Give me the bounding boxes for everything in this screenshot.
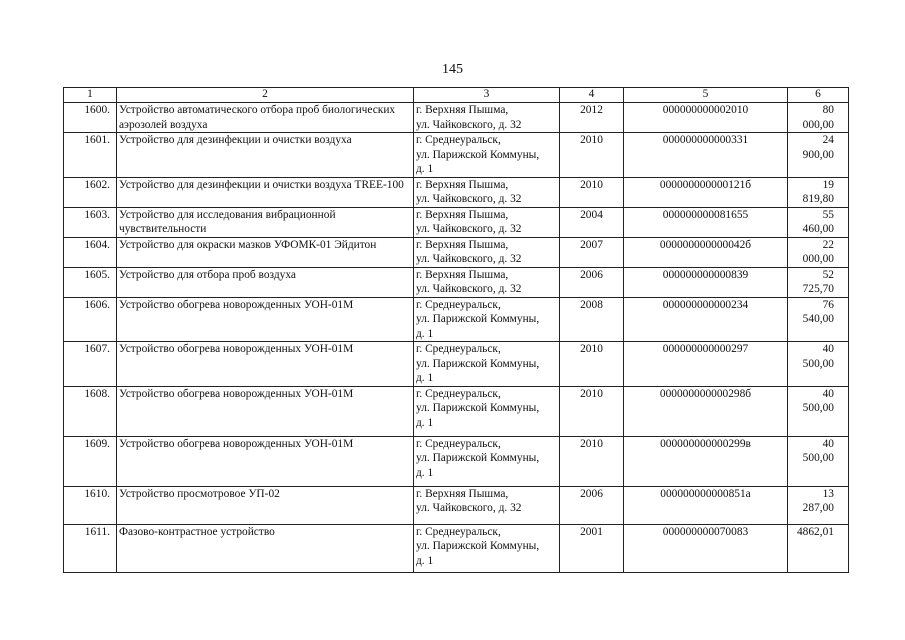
inventory-number: 000000000081655 <box>624 207 788 237</box>
item-cost: 40 500,00 <box>788 436 849 486</box>
item-cost: 40 500,00 <box>788 386 849 436</box>
item-address <box>414 297 560 342</box>
item-year: 2006 <box>560 486 624 524</box>
row-number: 1601. <box>64 133 117 178</box>
address-line: г. Среднеуральск, <box>416 134 501 146</box>
item-cost: 24 900,00 <box>788 133 849 178</box>
item-name: Устройство автоматического отбора проб биологических аэрозолей воздуха <box>117 103 414 133</box>
item-cost: 52 725,70 <box>788 267 849 297</box>
column-header-1: 1 <box>64 88 117 103</box>
item-cost: 40 500,00 <box>788 342 849 387</box>
inventory-number: 000000000070083 <box>624 524 788 572</box>
asset-registry-table <box>63 87 849 573</box>
inventory-number: 000000000000042б <box>624 237 788 267</box>
row-number: 1602. <box>64 177 117 207</box>
inventory-number: 000000000000299в <box>624 436 788 486</box>
item-name: Устройство просмотровое УП-02 <box>117 486 414 524</box>
address-line: д. 1 <box>416 372 434 384</box>
table-row <box>64 133 849 178</box>
table-row <box>64 486 849 524</box>
table-row <box>64 297 849 342</box>
row-number: 1607. <box>64 342 117 387</box>
item-name: Устройство для окраски мазков УФОМК-01 Эйдитон <box>117 237 414 267</box>
column-header-3: 3 <box>414 88 560 103</box>
table-body <box>64 103 849 573</box>
address-line: ул. Парижской Коммуны, <box>416 540 540 552</box>
header-row <box>64 88 849 103</box>
table-row <box>64 342 849 387</box>
item-year: 2007 <box>560 237 624 267</box>
item-year: 2001 <box>560 524 624 572</box>
item-year: 2010 <box>560 177 624 207</box>
inventory-number: 000000000000851а <box>624 486 788 524</box>
address-line: г. Верхняя Пышма, <box>416 487 509 500</box>
address-line: д. 1 <box>416 416 434 429</box>
address-line: д. 1 <box>416 163 434 175</box>
table-row <box>64 177 849 207</box>
column-header-2: 2 <box>117 88 414 103</box>
item-year: 2010 <box>560 386 624 436</box>
address-line: г. Среднеуральск, <box>416 437 501 450</box>
item-address <box>414 237 560 267</box>
item-name: Устройство для дезинфекции и очистки воздуха <box>117 133 414 178</box>
item-cost: 22 000,00 <box>788 237 849 267</box>
row-number: 1605. <box>64 267 117 297</box>
item-cost: 4862,01 <box>788 524 849 572</box>
column-header-4: 4 <box>560 88 624 103</box>
address-line: д. 1 <box>416 327 434 340</box>
address-line: д. 1 <box>416 554 434 567</box>
item-cost: 80 000,00 <box>788 103 849 133</box>
item-address <box>414 486 560 524</box>
item-address <box>414 386 560 436</box>
address-line: ул. Чайковского, д. 32 <box>416 283 522 295</box>
item-address <box>414 267 560 297</box>
item-year: 2012 <box>560 103 624 133</box>
address-line: ул. Парижской Коммуны, <box>416 313 540 325</box>
address-line: г. Верхняя Пышма, <box>416 268 509 281</box>
inventory-number: 000000000002010 <box>624 103 788 133</box>
address-line: ул. Парижской Коммуны, <box>416 357 540 370</box>
inventory-number: 000000000000839 <box>624 267 788 297</box>
row-number: 1611. <box>64 524 117 572</box>
table-row <box>64 207 849 237</box>
item-address <box>414 436 560 486</box>
address-line: ул. Чайковского, д. 32 <box>416 118 522 131</box>
item-name: Устройство для исследования вибрационной чувствительности <box>117 207 414 237</box>
item-address <box>414 342 560 387</box>
item-year: 2008 <box>560 297 624 342</box>
item-name: Устройство обогрева новорожденных УОН-01М <box>117 342 414 387</box>
address-line: г. Среднеуральск, <box>416 298 501 311</box>
row-number: 1609. <box>64 436 117 486</box>
address-line: д. 1 <box>416 466 434 479</box>
item-year: 2010 <box>560 133 624 178</box>
row-number: 1600. <box>64 103 117 133</box>
address-line: ул. Парижской Коммуны, <box>416 452 540 464</box>
item-cost: 76 540,00 <box>788 297 849 342</box>
address-line: ул. Чайковского, д. 32 <box>416 253 522 265</box>
address-line: г. Верхняя Пышма, <box>416 238 509 251</box>
item-year: 2006 <box>560 267 624 297</box>
address-line: г. Верхняя Пышма, <box>416 178 509 191</box>
inventory-number: 000000000000297 <box>624 342 788 387</box>
row-number: 1606. <box>64 297 117 342</box>
column-header-5: 5 <box>624 88 788 103</box>
address-line: г. Верхняя Пышма, <box>416 104 509 116</box>
item-address <box>414 207 560 237</box>
table-row <box>64 103 849 133</box>
address-line: ул. Парижской Коммуны, <box>416 148 540 161</box>
address-line: ул. Парижской Коммуны, <box>416 402 540 414</box>
address-line: г. Верхняя Пышма, <box>416 208 509 221</box>
row-number: 1604. <box>64 237 117 267</box>
table-row <box>64 267 849 297</box>
address-line: ул. Чайковского, д. 32 <box>416 502 522 514</box>
inventory-number: 000000000000234 <box>624 297 788 342</box>
item-address <box>414 524 560 572</box>
item-name: Устройство для отбора проб воздуха <box>117 267 414 297</box>
item-address <box>414 133 560 178</box>
item-name: Устройство обогрева новорожденных УОН-01М <box>117 436 414 486</box>
item-name: Устройство обогрева новорожденных УОН-01М <box>117 386 414 436</box>
table-row <box>64 237 849 267</box>
item-name: Фазово-контрастное устройство <box>117 524 414 572</box>
item-cost: 13 287,00 <box>788 486 849 524</box>
row-number: 1610. <box>64 486 117 524</box>
table-row <box>64 436 849 486</box>
table-row <box>64 524 849 572</box>
item-name: Устройство для дезинфекции и очистки воздуха TREE-100 <box>117 177 414 207</box>
row-number: 1608. <box>64 386 117 436</box>
item-year: 2010 <box>560 342 624 387</box>
row-number: 1603. <box>64 207 117 237</box>
table-row <box>64 386 849 436</box>
inventory-number: 000000000000121б <box>624 177 788 207</box>
address-line: г. Среднеуральск, <box>416 343 501 355</box>
item-address <box>414 103 560 133</box>
address-line: ул. Чайковского, д. 32 <box>416 223 522 235</box>
address-line: г. Среднеуральск, <box>416 387 501 400</box>
column-header-6: 6 <box>788 88 849 103</box>
item-cost: 19 819,80 <box>788 177 849 207</box>
item-year: 2010 <box>560 436 624 486</box>
item-address <box>414 177 560 207</box>
page-number: 145 <box>442 62 463 77</box>
item-cost: 55 460,00 <box>788 207 849 237</box>
item-name: Устройство обогрева новорожденных УОН-01М <box>117 297 414 342</box>
inventory-number: 000000000000331 <box>624 133 788 178</box>
item-year: 2004 <box>560 207 624 237</box>
address-line: г. Среднеуральск, <box>416 525 501 538</box>
inventory-number: 000000000000298б <box>624 386 788 436</box>
address-line: ул. Чайковского, д. 32 <box>416 193 522 205</box>
